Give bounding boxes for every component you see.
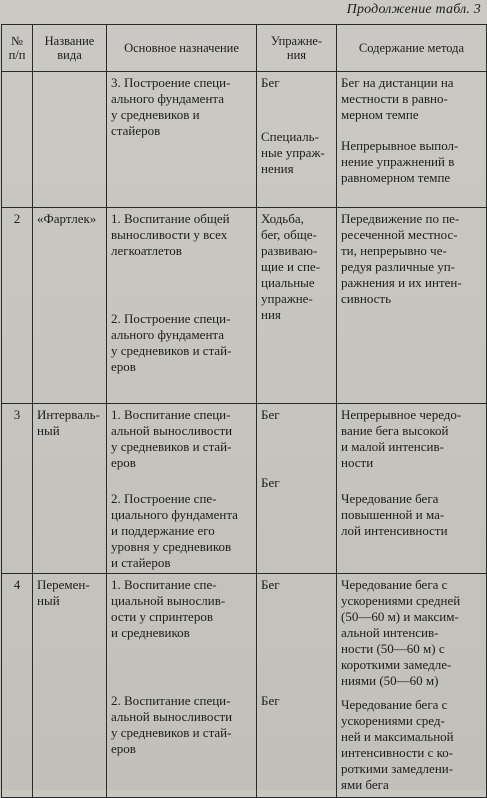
row-purpose: 1. Воспитание общей выносливости у всех легкоатлетов 2. Построение специ- ального фундамента у средневиков и стай- еров (107, 208, 257, 404)
header-purpose: Основное назначение (107, 25, 257, 72)
table-header-row (2, 25, 487, 72)
row-purpose: 3. Построение специ- ального фундамента у средневиков и стайеров (107, 72, 257, 208)
header-name: Название вида (33, 25, 107, 72)
table-continuation-caption: Продолжение табл. 3 (346, 2, 481, 17)
table-row (2, 72, 487, 208)
row-num (2, 72, 33, 208)
row-purpose: 1. Воспитание спе- циальной вынослив- ости у спринтеров и средневиков 2. Воспитание специ- альной выносливости у средневиков и стай- еров (107, 574, 257, 798)
row-exercises: Бег Специаль- ные упраж- нения (257, 72, 337, 208)
header-num: № п/п (2, 25, 33, 72)
row-method: Чередование бега с ускорениями средней (50—60 м) и максим- альной интенсив- ности (50—60 м) с короткими замедле- ниями (50—60 м) Чередование бега с ускорениями сред- ней и максимальной интенсивности с ко- роткими замедлени- ями бега (337, 574, 487, 798)
table-row (2, 574, 487, 798)
row-method: Бег на дистанции на местности в равно- мерном темпе Непрерывное выпол- нение упражнений в равномерном темпе (337, 72, 487, 208)
row-purpose: 1. Воспитание специ- альной выносливости у средневиков и стай- еров 2. Построение спе- циального фундамента и поддержание его уровня у средневиков и стайеров (107, 404, 257, 574)
row-name: Перемен- ный (33, 574, 107, 798)
table-row (2, 208, 487, 404)
row-name: «Фартлек» (33, 208, 107, 404)
header-exercises: Упражне- ния (257, 25, 337, 72)
row-exercises: Бег Бег (257, 404, 337, 574)
row-method: Непрерывное чередо- вание бега высокой и малой интенсив- ности Чередование бега повышенной и ма- лой интенсивности (337, 404, 487, 574)
row-name: Интерваль- ный (33, 404, 107, 574)
row-num: 4 (2, 574, 33, 798)
row-method: Передвижение по пе- ресеченной местнос- ти, непрерывно че- редуя различные уп- ражнения и их интен- сивность (337, 208, 487, 404)
methods-table (1, 24, 487, 798)
header-method: Содержание метода (337, 25, 487, 72)
row-exercises: Ходьба, бег, обще- развиваю- щие и спе- циальные упражне- ния (257, 208, 337, 404)
row-exercises: Бег Бег (257, 574, 337, 798)
row-name (33, 72, 107, 208)
row-num: 3 (2, 404, 33, 574)
row-num: 2 (2, 208, 33, 404)
table-row (2, 404, 487, 574)
